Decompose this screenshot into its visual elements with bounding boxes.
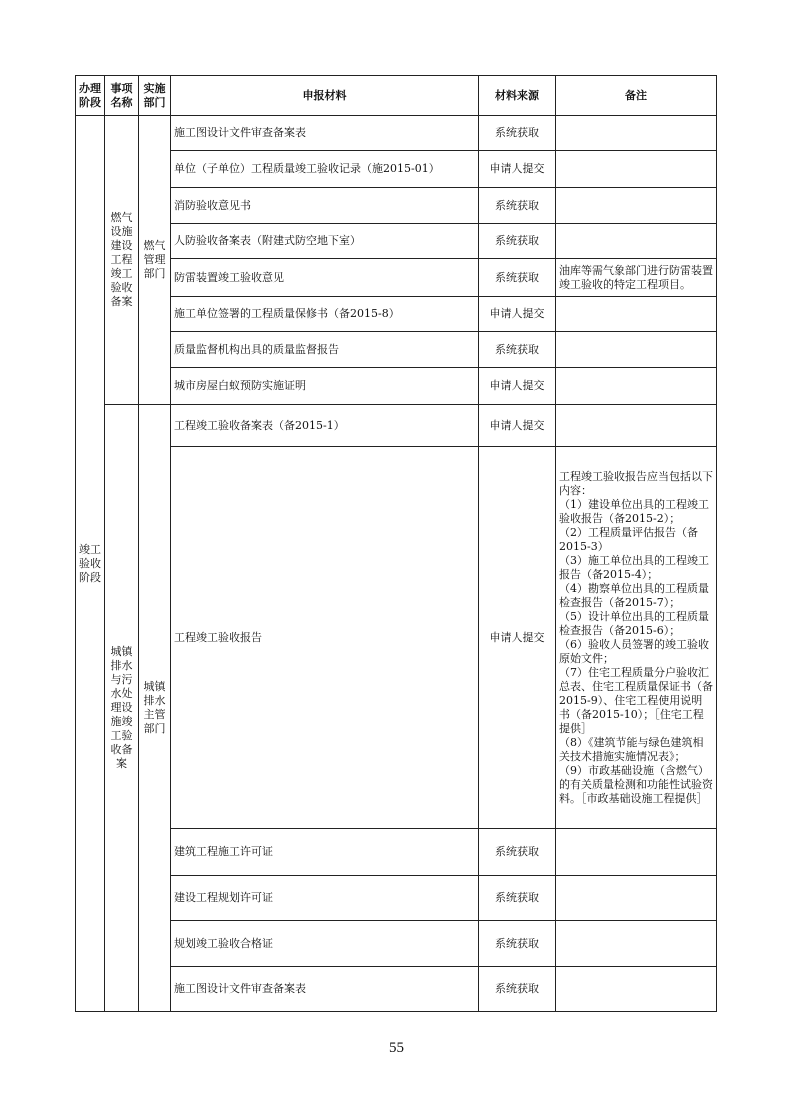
source-cell: 申请人提交: [479, 151, 556, 188]
note-line: （5）设计单位出具的工程质量检查报告（备2015-6）；: [559, 609, 709, 637]
material-cell: 建设工程规划许可证: [171, 876, 479, 921]
material-cell: 防雷装置竣工验收意见: [171, 259, 479, 297]
item-cell-gas: 燃气设施建设工程竣工验收备案: [105, 116, 139, 405]
source-cell: 系统获取: [479, 188, 556, 224]
dept-cell-gas: 燃气管理部门: [139, 116, 171, 405]
material-cell: 消防验收意见书: [171, 188, 479, 224]
source-cell: 系统获取: [479, 259, 556, 297]
note-line: （4）勘察单位出具的工程质量检查报告（备2015-7）；: [559, 581, 709, 609]
header-row: [76, 76, 717, 116]
table-row: [76, 151, 717, 188]
page-number: 55: [389, 1040, 404, 1056]
note-cell: [556, 188, 717, 224]
note-line: 工程竣工验收报告应当包括以下内容：: [559, 469, 713, 497]
note-cell: [556, 829, 717, 876]
material-cell: 施工图设计文件审查备案表: [171, 116, 479, 151]
material-cell: 工程竣工验收备案表（备2015-1）: [171, 405, 479, 447]
note-cell: [556, 876, 717, 921]
header-note: 备注: [556, 76, 717, 116]
note-cell: [556, 368, 717, 405]
material-cell: 施工单位签署的工程质量保修书（备2015-8）: [171, 297, 479, 332]
note-cell: [556, 297, 717, 332]
stage-cell: 竣工验收阶段: [76, 116, 105, 1012]
note-cell: [556, 116, 717, 151]
note-cell: [556, 332, 717, 368]
note-cell: [556, 224, 717, 259]
material-cell: 施工图设计文件审查备案表: [171, 967, 479, 1012]
source-cell: 系统获取: [479, 332, 556, 368]
source-cell: 申请人提交: [479, 405, 556, 447]
header-source: 材料来源: [479, 76, 556, 116]
note-line: （1）建设单位出具的工程竣工验收报告（备2015-2）；: [559, 497, 709, 525]
source-cell: 申请人提交: [479, 297, 556, 332]
note-cell: [556, 151, 717, 188]
table-row: [76, 921, 717, 967]
table-row: [76, 967, 717, 1012]
material-cell: 单位（子单位）工程质量竣工验收记录（施2015-01）: [171, 151, 479, 188]
material-cell: 工程竣工验收报告: [171, 447, 479, 829]
note-cell: [556, 967, 717, 1012]
table-row: [76, 332, 717, 368]
table-row: [76, 116, 717, 151]
note-line: （8）《建筑节能与绿色建筑相关技术措施实施情况表》；: [559, 735, 704, 763]
dept-cell-drainage: 城镇排水主管部门: [139, 405, 171, 1012]
note-line: （7）住宅工程质量分户验收汇总表、住宅工程质量保证书（备 2015-9）、住宅工程使用说明书（备2015-10）；［住宅工程提供］: [559, 665, 713, 735]
source-cell: 系统获取: [479, 876, 556, 921]
header-dept: 实施部门: [139, 76, 171, 116]
note-line: （9）市政基础设施（含燃气）的有关质量检测和功能性试验资料。［市政基础设施工程提供］: [559, 763, 713, 805]
material-cell: 质量监督机构出具的质量监督报告: [171, 332, 479, 368]
table-row: [76, 224, 717, 259]
source-cell: 系统获取: [479, 224, 556, 259]
table-row: [76, 259, 717, 297]
note-cell: [556, 405, 717, 447]
material-cell: 规划竣工验收合格证: [171, 921, 479, 967]
table-row: [76, 405, 717, 447]
note-cell: [556, 921, 717, 967]
note-line: （3）施工单位出具的工程竣工报告（备2015-4）；: [559, 553, 709, 581]
source-cell: 申请人提交: [479, 447, 556, 829]
source-cell: 系统获取: [479, 921, 556, 967]
table-row: [76, 829, 717, 876]
item-cell-drainage: 城镇排水与污水处理设施竣工验收备案: [105, 405, 139, 1012]
note-cell-report: [556, 447, 717, 829]
table-row: [76, 876, 717, 921]
table-row: [76, 447, 717, 829]
header-item: 事项名称: [105, 76, 139, 116]
header-stage: 办理阶段: [76, 76, 105, 116]
table-row: [76, 297, 717, 332]
note-line: （2）工程质量评估报告（备2015-3）: [559, 525, 698, 553]
table-row: [76, 188, 717, 224]
material-cell: 建筑工程施工许可证: [171, 829, 479, 876]
material-cell: 城市房屋白蚁预防实施证明: [171, 368, 479, 405]
materials-table: [75, 75, 717, 1012]
header-material: 申报材料: [171, 76, 479, 116]
source-cell: 申请人提交: [479, 368, 556, 405]
table-row: [76, 368, 717, 405]
source-cell: 系统获取: [479, 829, 556, 876]
source-cell: 系统获取: [479, 967, 556, 1012]
note-cell: 油库等需气象部门进行防雷装置竣工验收的特定工程项目。: [556, 259, 717, 297]
source-cell: 系统获取: [479, 116, 556, 151]
material-cell: 人防验收备案表（附建式防空地下室）: [171, 224, 479, 259]
note-line: （6）验收人员签署的竣工验收原始文件；: [559, 637, 709, 665]
